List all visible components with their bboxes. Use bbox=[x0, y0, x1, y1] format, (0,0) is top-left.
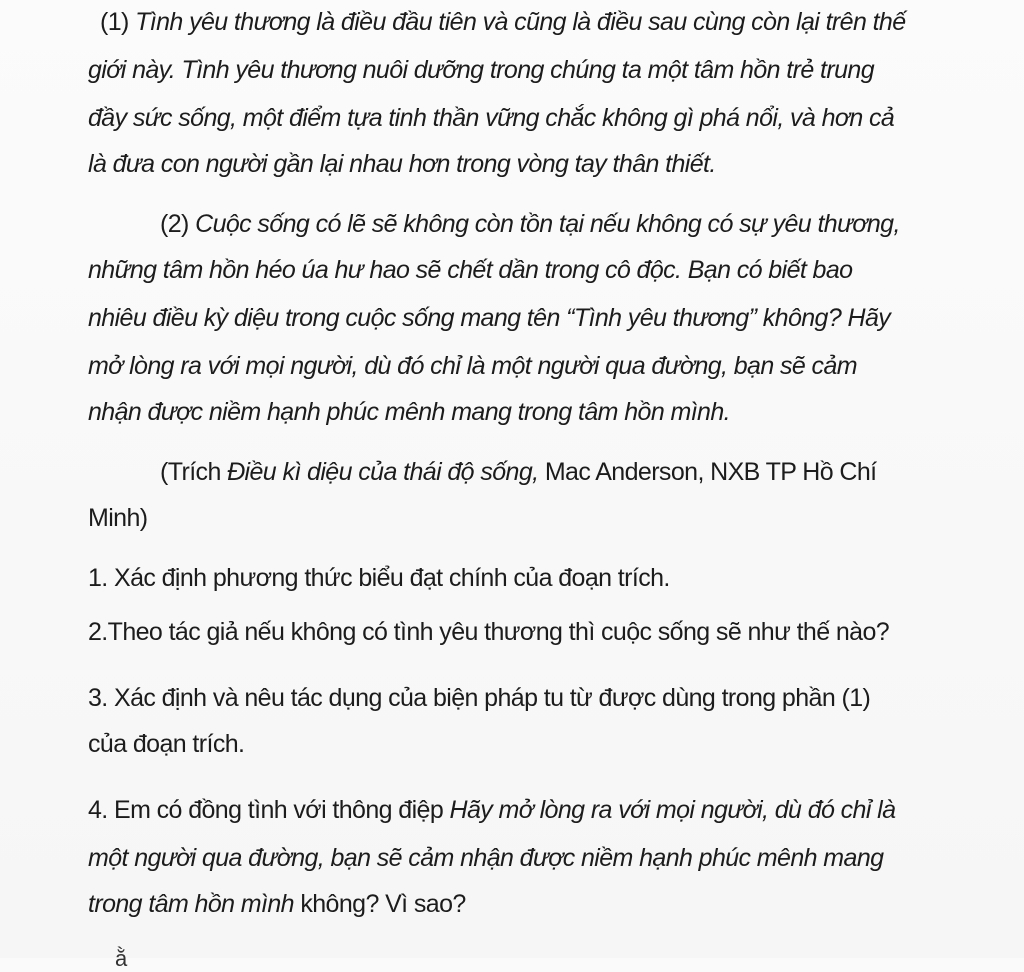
passage-p1-line-2: giới này. Tình yêu thương nuôi dưỡng trong chúng ta một tâm hồn trẻ trung bbox=[88, 56, 875, 84]
citation-line-1 bbox=[160, 458, 876, 487]
citation-suffix: Mac Anderson, NXB TP Hồ Chí bbox=[538, 458, 877, 486]
cutoff-glyph: ằ bbox=[115, 946, 127, 971]
citation-prefix: (Trích bbox=[160, 458, 228, 486]
passage-p2-line-2: những tâm hồn héo úa hư hao sẽ chết dần trong cô độc. Bạn có biết bao bbox=[88, 256, 853, 284]
question-4-line-3 bbox=[88, 890, 466, 919]
question-1: 1. Xác định phương thức biểu đạt chính của đoạn trích. bbox=[88, 564, 670, 592]
q4-prefix: 4. Em có đồng tình với thông điệp bbox=[88, 796, 450, 824]
p2-label: (2) bbox=[160, 210, 196, 238]
question-2: 2.Theo tác giả nếu không có tình yêu thương thì cuộc sống sẽ như thế nào? bbox=[88, 618, 890, 646]
q4-suffix: không? Vì sao? bbox=[294, 890, 466, 918]
passage-p2-line-3: nhiêu điều kỳ diệu trong cuộc sống mang tên “Tình yêu thương” không? Hãy bbox=[88, 304, 891, 332]
q4-italic-3: trong tâm hồn mình bbox=[88, 890, 294, 918]
q4-italic-1: Hãy mở lòng ra với mọi người, dù đó chỉ là bbox=[449, 796, 896, 824]
passage-p1-line-3: đầy sức sống, một điểm tựa tinh thần vững chắc không gì phá nổi, và hơn cả bbox=[88, 104, 895, 132]
passage-p2-line-4: mở lòng ra với mọi người, dù đó chỉ là một người qua đường, bạn sẽ cảm bbox=[88, 352, 857, 380]
p2-text: Cuộc sống có lẽ sẽ không còn tồn tại nếu không có sự yêu thương, bbox=[195, 210, 900, 238]
p1-label: (1) bbox=[100, 8, 136, 36]
citation-line-2: Minh) bbox=[88, 504, 148, 532]
passage-p1-line-4: là đưa con người gần lại nhau hơn trong vòng tay thân thiết. bbox=[88, 150, 716, 178]
question-4-line-1 bbox=[88, 796, 895, 825]
passage-p1-line-1 bbox=[100, 8, 906, 37]
passage-p2-line-5: nhận được niềm hạnh phúc mênh mang trong tâm hồn mình. bbox=[88, 398, 731, 426]
passage-p2-line-1 bbox=[160, 210, 900, 239]
citation-book-title: Điều kì diệu của thái độ sống, bbox=[227, 458, 539, 486]
question-3-line-2: của đoạn trích. bbox=[88, 730, 245, 758]
p1-text: Tình yêu thương là điều đầu tiên và cũng là điều sau cùng còn lại trên thế bbox=[135, 8, 906, 36]
question-4-line-2: một người qua đường, bạn sẽ cảm nhận được niềm hạnh phúc mênh mang bbox=[88, 844, 884, 872]
question-3-line-1: 3. Xác định và nêu tác dụng của biện pháp tu từ được dùng trong phần (1) bbox=[88, 684, 871, 712]
